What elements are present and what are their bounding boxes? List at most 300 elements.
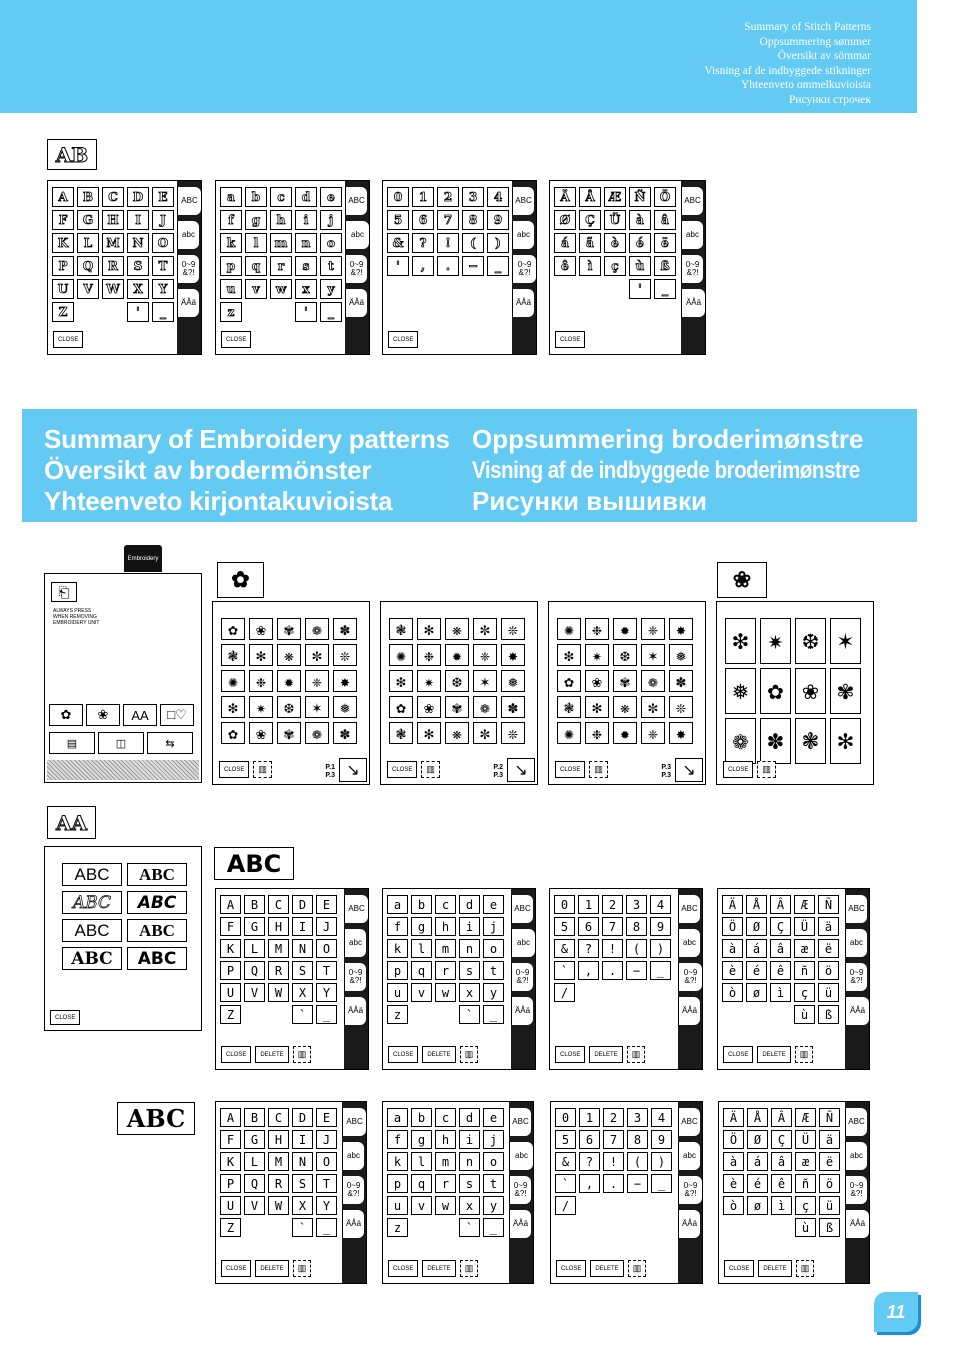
key[interactable]: 1 (412, 187, 434, 207)
key[interactable]: W (268, 1196, 289, 1215)
key[interactable]: è (723, 1174, 744, 1193)
key[interactable]: ` (292, 1005, 313, 1024)
delete-button[interactable]: DELETE (422, 1046, 455, 1063)
tab-3[interactable]: ÄÅä (681, 289, 705, 317)
embroidery-tab[interactable]: Embroidery (124, 545, 162, 572)
tab-2[interactable]: 0~9 &?! (509, 1176, 531, 1204)
key[interactable]: ê (771, 1174, 792, 1193)
key[interactable]: 2 (437, 187, 459, 207)
key[interactable]: ` (554, 961, 575, 980)
close-button[interactable]: CLOSE (555, 1046, 585, 1063)
tab-1[interactable]: abc (681, 221, 703, 249)
tab-2[interactable]: 0~9 &?! (678, 963, 702, 991)
key[interactable]: U (52, 279, 74, 299)
pattern-category-button[interactable]: ❀ (86, 704, 120, 726)
pattern-button[interactable]: ❈ (305, 670, 329, 692)
key[interactable]: 7 (603, 1130, 624, 1149)
tab-0[interactable]: ABC (511, 895, 533, 923)
key[interactable]: B (244, 895, 265, 914)
tab-3[interactable]: ÄÅä (678, 1210, 700, 1238)
key[interactable]: o (320, 233, 342, 253)
pattern-button[interactable]: ❀ (249, 722, 273, 744)
key[interactable]: S (292, 961, 313, 980)
key[interactable]: − (626, 961, 647, 980)
key[interactable]: 8 (462, 210, 484, 230)
pattern-button[interactable]: ❊ (501, 722, 525, 744)
pattern-button[interactable]: ✷ (249, 696, 273, 718)
key[interactable]: 8 (626, 917, 647, 936)
pattern-button[interactable]: ❀ (795, 668, 826, 714)
font-style-button[interactable]: ABC (127, 919, 187, 942)
tab-3[interactable]: ÄÅä (511, 997, 533, 1025)
key[interactable]: i (459, 917, 480, 936)
key[interactable]: a (220, 187, 242, 207)
pattern-button[interactable]: ✾ (277, 618, 301, 640)
pattern-button[interactable]: ✻ (249, 644, 273, 666)
key[interactable]: F (52, 210, 74, 230)
pattern-button[interactable]: ❊ (333, 644, 357, 666)
tab-3[interactable]: ÄÅä (512, 289, 534, 317)
key[interactable]: ' (295, 302, 317, 322)
key[interactable]: ` (459, 1005, 480, 1024)
key[interactable]: è (722, 961, 743, 980)
key[interactable]: w (435, 1196, 456, 1215)
key[interactable]: _ (654, 279, 676, 299)
key[interactable]: / (555, 1196, 576, 1215)
unit-remove-icon[interactable]: ⎗ (51, 582, 77, 602)
pattern-button[interactable]: ✼ (641, 696, 665, 718)
key[interactable]: f (387, 917, 408, 936)
key[interactable]: / (554, 983, 575, 1002)
key[interactable]: , (578, 961, 599, 980)
pattern-button[interactable]: ✺ (557, 618, 581, 640)
key[interactable]: D (292, 895, 313, 914)
key[interactable]: V (244, 983, 265, 1002)
key[interactable]: _ (320, 302, 342, 322)
key[interactable]: y (483, 1196, 504, 1215)
close-button[interactable]: CLOSE (555, 761, 585, 778)
key[interactable]: Y (316, 983, 337, 1002)
key[interactable]: Ä (554, 187, 576, 207)
close-button[interactable]: CLOSE (724, 1260, 754, 1277)
tab-1[interactable]: abc (345, 221, 369, 249)
close-button[interactable]: CLOSE (50, 1010, 80, 1025)
pattern-button[interactable]: ✼ (305, 644, 329, 666)
tab-1[interactable]: abc (845, 929, 867, 957)
key[interactable]: _ (316, 1005, 337, 1024)
key[interactable]: K (52, 233, 74, 253)
pattern-button[interactable]: ✼ (473, 722, 497, 744)
key[interactable]: l (411, 1152, 432, 1171)
pattern-button[interactable]: ❁ (305, 618, 329, 640)
close-button[interactable]: CLOSE (53, 331, 83, 348)
key[interactable]: b (411, 895, 432, 914)
key[interactable]: p (220, 256, 242, 276)
key[interactable]: ì (771, 1196, 792, 1215)
key[interactable]: ? (412, 233, 434, 253)
key[interactable]: ß (819, 1218, 840, 1237)
key[interactable]: é (747, 1174, 768, 1193)
key[interactable]: C (268, 1108, 289, 1127)
key[interactable]: ì (579, 256, 601, 276)
pattern-button[interactable]: ❉ (417, 644, 441, 666)
pattern-button[interactable]: ❃ (795, 718, 826, 764)
tab-3[interactable]: ÄÅä (345, 289, 367, 317)
key[interactable]: 4 (487, 187, 509, 207)
key[interactable]: M (268, 939, 289, 958)
key[interactable]: B (244, 1108, 265, 1127)
key[interactable]: E (316, 895, 337, 914)
key[interactable]: J (316, 917, 337, 936)
memory-icon[interactable]: ▥ (460, 1260, 479, 1277)
pattern-button[interactable]: ✶ (830, 618, 861, 664)
delete-button[interactable]: DELETE (589, 1046, 622, 1063)
key[interactable]: a (387, 895, 408, 914)
pattern-button[interactable]: ✷ (417, 670, 441, 692)
key[interactable]: x (459, 1196, 480, 1215)
key[interactable]: L (77, 233, 99, 253)
key[interactable]: u (387, 983, 408, 1002)
key[interactable]: p (387, 961, 408, 980)
key[interactable]: R (268, 1174, 289, 1193)
key[interactable]: u (220, 279, 242, 299)
key[interactable]: s (459, 961, 480, 980)
key[interactable]: 1 (579, 1108, 600, 1127)
key[interactable]: . (602, 961, 623, 980)
pattern-button[interactable]: ❁ (473, 696, 497, 718)
memory-icon[interactable]: ▥ (421, 761, 440, 778)
key[interactable]: ñ (795, 1174, 816, 1193)
key[interactable]: Z (52, 302, 74, 322)
delete-button[interactable]: DELETE (757, 1046, 790, 1063)
close-button[interactable]: CLOSE (388, 1046, 418, 1063)
key[interactable]: k (220, 233, 242, 253)
close-button[interactable]: CLOSE (388, 1260, 418, 1277)
tab-0[interactable]: ABC (681, 187, 703, 215)
key[interactable]: ö (819, 1174, 840, 1193)
key[interactable]: M (102, 233, 124, 253)
key[interactable]: Q (244, 1174, 265, 1193)
tab-2[interactable]: 0~9 &?! (344, 963, 366, 991)
pattern-button[interactable]: ❈ (641, 618, 665, 640)
key[interactable]: Z (220, 1218, 241, 1237)
delete-button[interactable]: DELETE (422, 1260, 455, 1277)
key[interactable]: J (152, 210, 174, 230)
close-button[interactable]: CLOSE (723, 1046, 753, 1063)
pattern-button[interactable]: ❊ (669, 696, 693, 718)
key[interactable]: 3 (462, 187, 484, 207)
pattern-button[interactable]: ✻ (417, 722, 441, 744)
key[interactable]: Q (77, 256, 99, 276)
close-button[interactable]: CLOSE (221, 331, 251, 348)
memory-icon[interactable]: ▥ (627, 1046, 646, 1063)
key[interactable]: O (316, 939, 337, 958)
key[interactable]: ö (818, 961, 839, 980)
tab-2[interactable]: 0~9 &?! (177, 255, 199, 283)
key[interactable]: ã (579, 233, 601, 253)
memory-icon[interactable]: ▥ (293, 1046, 312, 1063)
key[interactable]: 6 (578, 917, 599, 936)
key[interactable]: _ (650, 961, 671, 980)
key[interactable]: P (220, 1174, 241, 1193)
tab-2[interactable]: 0~9 &?! (512, 255, 536, 283)
key[interactable]: ß (818, 1005, 839, 1024)
key[interactable]: ! (603, 1152, 624, 1171)
key[interactable]: z (387, 1218, 408, 1237)
key[interactable]: ` (292, 1218, 313, 1237)
key[interactable]: v (245, 279, 267, 299)
key[interactable]: n (459, 939, 480, 958)
pattern-button[interactable]: ✺ (389, 644, 413, 666)
key[interactable]: N (292, 939, 313, 958)
key[interactable]: _ (651, 1174, 672, 1193)
pattern-button[interactable]: ✻ (417, 618, 441, 640)
key[interactable]: ò (722, 983, 743, 1002)
pattern-button[interactable]: ✽ (669, 670, 693, 692)
tab-2[interactable]: 0~9 &?! (678, 1176, 702, 1204)
key[interactable]: K (220, 939, 241, 958)
key[interactable]: C (102, 187, 124, 207)
tab-3[interactable]: ÄÅä (845, 997, 869, 1025)
key[interactable]: â (654, 210, 676, 230)
key[interactable]: G (244, 917, 265, 936)
key[interactable]: ä (818, 917, 839, 936)
key[interactable]: Z (220, 1005, 241, 1024)
pattern-button[interactable]: ❆ (445, 670, 469, 692)
key[interactable]: v (411, 1196, 432, 1215)
tab-1[interactable]: abc (509, 1142, 533, 1170)
pattern-button[interactable]: ✸ (669, 618, 693, 640)
key[interactable]: N (127, 233, 149, 253)
key[interactable]: S (127, 256, 149, 276)
key[interactable]: − (462, 256, 484, 276)
key[interactable]: D (292, 1108, 313, 1127)
key[interactable]: r (435, 961, 456, 980)
key[interactable]: A (52, 187, 74, 207)
key[interactable]: á (747, 1152, 768, 1171)
key[interactable]: c (270, 187, 292, 207)
tab-1[interactable]: abc (344, 929, 366, 957)
key[interactable]: K (220, 1152, 241, 1171)
key[interactable]: y (320, 279, 342, 299)
key[interactable]: h (435, 917, 456, 936)
key[interactable]: Å (579, 187, 601, 207)
pattern-button[interactable]: ✸ (501, 644, 525, 666)
key[interactable]: z (220, 302, 242, 322)
key[interactable]: − (627, 1174, 648, 1193)
key[interactable]: Â (771, 1108, 792, 1127)
key[interactable]: ' (127, 302, 149, 322)
tab-3[interactable]: ÄÅä (177, 289, 199, 317)
key[interactable]: Ç (579, 210, 601, 230)
key[interactable]: à (722, 939, 743, 958)
key[interactable]: ( (462, 233, 484, 253)
key[interactable]: ) (650, 939, 671, 958)
pattern-button[interactable]: ❁ (641, 670, 665, 692)
pattern-button[interactable]: ❇ (725, 618, 756, 664)
pattern-button[interactable]: ✶ (473, 670, 497, 692)
key[interactable]: n (459, 1152, 480, 1171)
pattern-button[interactable]: ❁ (305, 722, 329, 744)
pattern-button[interactable]: ❃ (389, 618, 413, 640)
pattern-button[interactable]: ❇ (389, 670, 413, 692)
key[interactable]: i (459, 1130, 480, 1149)
key[interactable]: ù (794, 1005, 815, 1024)
memory-icon[interactable]: ▥ (293, 1260, 312, 1277)
pattern-button[interactable]: ✿ (389, 696, 413, 718)
delete-button[interactable]: DELETE (758, 1260, 791, 1277)
pattern-button[interactable]: ❁ (725, 718, 756, 764)
font-style-button[interactable]: ABC (62, 863, 122, 886)
key[interactable]: m (435, 1152, 456, 1171)
key[interactable]: 3 (627, 1108, 648, 1127)
pattern-button[interactable]: ❆ (277, 696, 301, 718)
key[interactable]: ê (770, 961, 791, 980)
tab-0[interactable]: ABC (678, 1108, 700, 1136)
tab-1[interactable]: abc (678, 929, 700, 957)
key[interactable]: n (295, 233, 317, 253)
key[interactable]: T (316, 961, 337, 980)
close-button[interactable]: CLOSE (387, 761, 417, 778)
tab-0[interactable]: ABC (345, 187, 367, 215)
key[interactable]: W (102, 279, 124, 299)
pattern-button[interactable]: ✼ (473, 618, 497, 640)
key[interactable]: w (270, 279, 292, 299)
font-style-button[interactable]: ABC (62, 891, 122, 914)
close-button[interactable]: CLOSE (221, 1046, 251, 1063)
key[interactable]: m (270, 233, 292, 253)
key[interactable]: _ (487, 256, 509, 276)
pattern-button[interactable]: ✻ (830, 718, 861, 764)
key[interactable]: Ü (794, 917, 815, 936)
key[interactable]: p (387, 1174, 408, 1193)
key[interactable]: V (77, 279, 99, 299)
key[interactable]: Ö (654, 187, 676, 207)
key[interactable]: æ (794, 939, 815, 958)
key[interactable]: ò (723, 1196, 744, 1215)
abc-font-button[interactable]: ABC (214, 847, 294, 880)
pattern-button[interactable]: ✻ (585, 696, 609, 718)
key[interactable]: Ö (723, 1130, 744, 1149)
key[interactable]: , (412, 256, 434, 276)
key[interactable]: H (102, 210, 124, 230)
next-page-button[interactable]: ↘ (507, 758, 535, 782)
key[interactable]: N (292, 1152, 313, 1171)
key[interactable]: U (220, 1196, 241, 1215)
key[interactable]: B (77, 187, 99, 207)
key[interactable]: L (244, 939, 265, 958)
pattern-button[interactable]: ✿ (557, 670, 581, 692)
key[interactable]: h (270, 210, 292, 230)
key[interactable]: Ä (722, 895, 743, 914)
key[interactable]: s (459, 1174, 480, 1193)
tab-3[interactable]: ÄÅä (344, 997, 366, 1025)
tab-1[interactable]: abc (511, 929, 535, 957)
key[interactable]: 2 (603, 1108, 624, 1127)
key[interactable]: è (604, 233, 626, 253)
key[interactable]: l (411, 939, 432, 958)
pattern-button[interactable]: ❆ (613, 644, 637, 666)
usb-button[interactable]: ⇆ (147, 732, 193, 754)
pattern-button[interactable]: ✷ (585, 644, 609, 666)
key[interactable]: X (292, 1196, 313, 1215)
key[interactable]: j (483, 1130, 504, 1149)
key[interactable]: x (459, 983, 480, 1002)
key[interactable]: 5 (387, 210, 409, 230)
key[interactable]: _ (152, 302, 174, 322)
pattern-button[interactable]: ✶ (641, 644, 665, 666)
abc-serif-font-button[interactable]: ABC (117, 1102, 195, 1135)
key[interactable]: U (220, 983, 241, 1002)
key[interactable]: 6 (579, 1130, 600, 1149)
key[interactable]: Ø (746, 917, 767, 936)
key[interactable]: d (459, 895, 480, 914)
pattern-button[interactable]: ❃ (557, 696, 581, 718)
key[interactable]: 1 (578, 895, 599, 914)
key[interactable]: t (320, 256, 342, 276)
key[interactable]: X (127, 279, 149, 299)
tab-0[interactable]: ABC (678, 895, 700, 923)
key[interactable]: 2 (602, 895, 623, 914)
key[interactable]: w (435, 983, 456, 1002)
pocket-button[interactable]: ◫ (98, 732, 144, 754)
key[interactable]: ù (629, 256, 651, 276)
pattern-button[interactable]: ✹ (277, 670, 301, 692)
memory-icon[interactable]: ▥ (589, 761, 608, 778)
key[interactable]: ? (578, 939, 599, 958)
key[interactable]: ë (819, 1152, 840, 1171)
pattern-button[interactable]: ❅ (333, 696, 357, 718)
key[interactable]: O (152, 233, 174, 253)
key[interactable]: é (629, 233, 651, 253)
pattern-button[interactable]: ✹ (613, 618, 637, 640)
pattern-button[interactable]: ❆ (795, 618, 826, 664)
key[interactable]: A (220, 895, 241, 914)
key[interactable]: e (483, 895, 504, 914)
tab-1[interactable]: abc (512, 221, 534, 249)
key[interactable]: 8 (627, 1130, 648, 1149)
key[interactable]: J (316, 1130, 337, 1149)
key[interactable]: ( (627, 1152, 648, 1171)
key[interactable]: c (435, 1108, 456, 1127)
pattern-button[interactable]: ❉ (249, 670, 273, 692)
delete-button[interactable]: DELETE (590, 1260, 623, 1277)
pattern-button[interactable]: ✷ (760, 618, 791, 664)
key[interactable]: 4 (650, 895, 671, 914)
close-button[interactable]: CLOSE (556, 1260, 586, 1277)
pattern-button[interactable]: ✽ (501, 696, 525, 718)
pattern-button[interactable]: ✺ (557, 722, 581, 744)
pattern-button[interactable]: ✹ (445, 644, 469, 666)
pattern-button[interactable]: ❉ (585, 722, 609, 744)
key[interactable]: Y (316, 1196, 337, 1215)
key[interactable]: D (127, 187, 149, 207)
key[interactable]: i (295, 210, 317, 230)
key[interactable]: R (268, 961, 289, 980)
memory-button[interactable]: ▤ (49, 732, 95, 754)
key[interactable]: d (459, 1108, 480, 1127)
key[interactable]: v (411, 983, 432, 1002)
key[interactable]: b (411, 1108, 432, 1127)
close-button[interactable]: CLOSE (219, 761, 249, 778)
tab-2[interactable]: 0~9 &?! (845, 963, 867, 991)
pattern-button[interactable]: ❊ (501, 618, 525, 640)
key[interactable]: & (387, 233, 409, 253)
key[interactable]: _ (483, 1005, 504, 1024)
key[interactable]: ß (654, 256, 676, 276)
key[interactable]: Ç (770, 917, 791, 936)
key[interactable]: T (152, 256, 174, 276)
